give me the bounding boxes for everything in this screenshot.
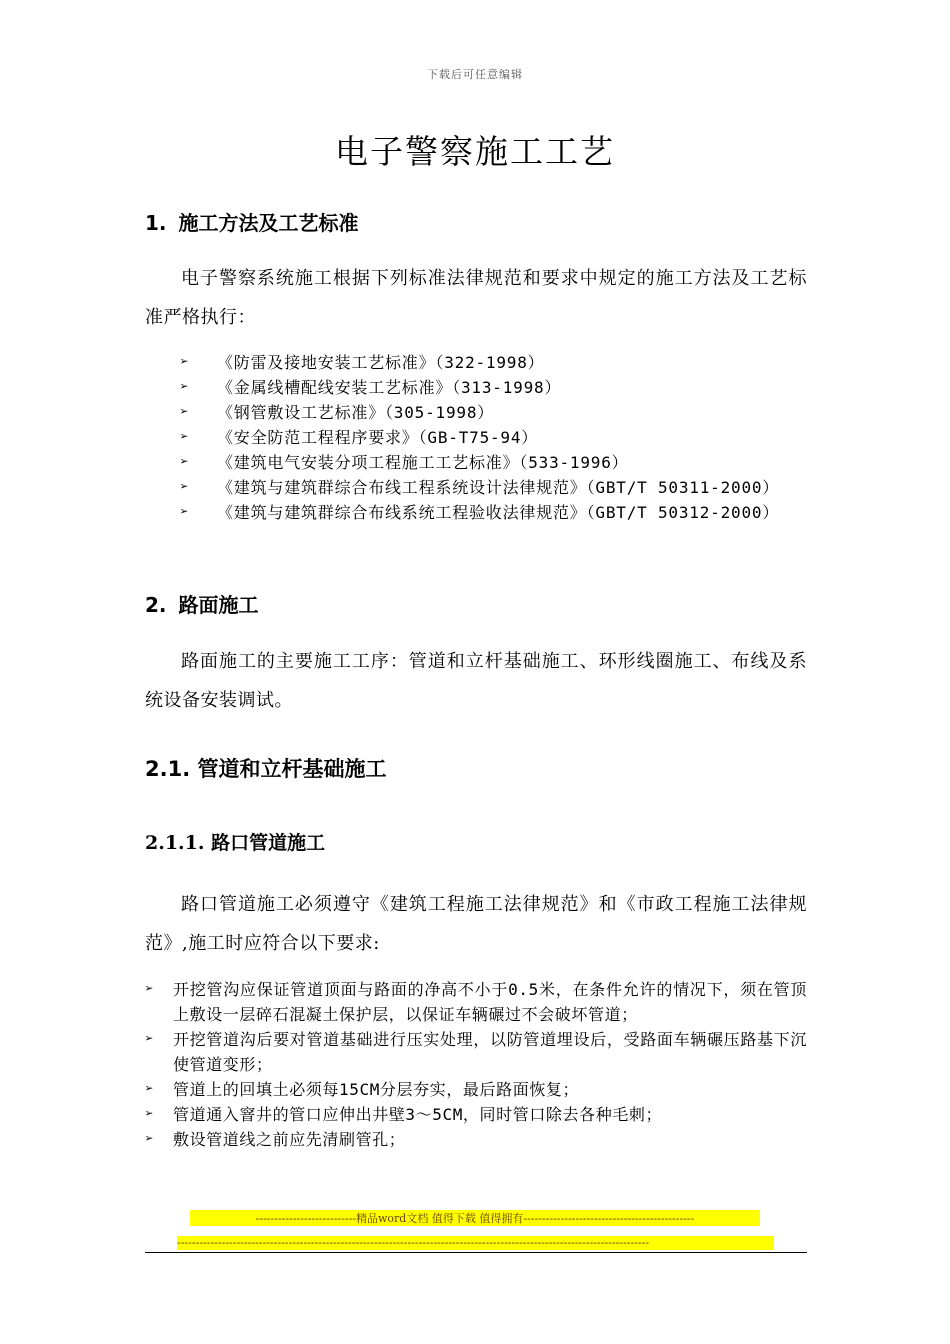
section-1-heading	[145, 207, 359, 236]
section-2-heading	[145, 589, 259, 618]
section-2-intro: 路面施工的主要施工工序：管道和立杆基础施工、环形线圈施工、布线及系统设备安装调试。	[145, 651, 807, 711]
section-2-1-heading: 2.1. 管道和立杆基础施工	[145, 757, 387, 781]
section-2-title: 路面施工	[178, 593, 259, 617]
list-item: ➢ 开挖管沟应保证管道顶面与路面的净高不小于0.5米，在条件允许的情况下，须在管顶上敷设一层碎石混凝土保护层，以保证车辆碾过不会破坏管道；	[145, 977, 807, 1027]
document-title: 电子警察施工工艺	[335, 132, 615, 171]
arrow-bullet-icon: ➢	[145, 1031, 155, 1047]
page-header: 下载后可任意编辑	[427, 68, 523, 81]
footer-divider	[145, 1252, 807, 1253]
arrow-bullet-icon: ➢	[145, 981, 155, 997]
arrow-bullet-icon: ➢	[180, 379, 190, 395]
section-1-intro: 电子警察系统施工根据下列标准法律规范和要求中规定的施工方法及工艺标准严格执行：	[145, 268, 807, 328]
arrow-bullet-icon: ➢	[145, 1106, 155, 1122]
footer-promo-line: ---------------------------精品word文档 值得下载 值得拥有----------------------------------------------	[190, 1210, 760, 1226]
list-item: ➢ 《防雷及接地安装工艺标准》（322-1998）	[180, 350, 807, 375]
section-2-number: 2.	[145, 593, 167, 617]
footer-dash-line: -------------------------------------------------------------------------------------------------------------------------------	[177, 1236, 774, 1250]
arrow-bullet-icon: ➢	[180, 354, 190, 370]
list-item: ➢ 《安全防范工程程序要求》（GB-T75-94）	[180, 425, 807, 450]
arrow-bullet-icon: ➢	[180, 504, 190, 520]
section-1-number: 1.	[145, 211, 167, 235]
list-item: ➢ 《建筑与建筑群综合布线系统工程验收法律规范》（GBT/T 50312-2000）	[180, 500, 807, 525]
list-item: ➢ 开挖管道沟后要对管道基础进行压实处理，以防管道埋设后，受路面车辆碾压路基下沉使管道变形；	[145, 1027, 807, 1077]
arrow-bullet-icon: ➢	[145, 1081, 155, 1097]
list-item: ➢ 管道通入窨井的管口应伸出井壁3～5CM，同时管口除去各种毛刺；	[145, 1102, 807, 1127]
list-item: ➢ 《钢管敷设工艺标准》（305-1998）	[180, 400, 807, 425]
arrow-bullet-icon: ➢	[180, 404, 190, 420]
list-item: ➢ 《建筑与建筑群综合布线工程系统设计法律规范》（GBT/T 50311-2000）	[180, 475, 807, 500]
list-item: ➢ 《建筑电气安装分项工程施工工艺标准》（533-1996）	[180, 450, 807, 475]
list-item: ➢ 管道上的回填土必须每15CM分层夯实，最后路面恢复；	[145, 1077, 807, 1102]
section-1-title: 施工方法及工艺标准	[178, 211, 359, 235]
section-2-1-1-heading: 2.1.1. 路口管道施工	[145, 832, 326, 854]
arrow-bullet-icon: ➢	[180, 479, 190, 495]
arrow-bullet-icon: ➢	[180, 454, 190, 470]
list-item: ➢ 敷设管道线之前应先清刷管孔；	[145, 1127, 807, 1152]
arrow-bullet-icon: ➢	[180, 429, 190, 445]
standards-list	[180, 350, 807, 525]
list-item: ➢ 《金属线槽配线安装工艺标准》（313-1998）	[180, 375, 807, 400]
requirements-list	[145, 977, 807, 1152]
section-2-1-1-intro: 路口管道施工必须遵守《建筑工程施工法律规范》和《市政工程施工法律规范》,施工时应符合以下要求:	[145, 894, 807, 954]
arrow-bullet-icon: ➢	[145, 1131, 155, 1147]
